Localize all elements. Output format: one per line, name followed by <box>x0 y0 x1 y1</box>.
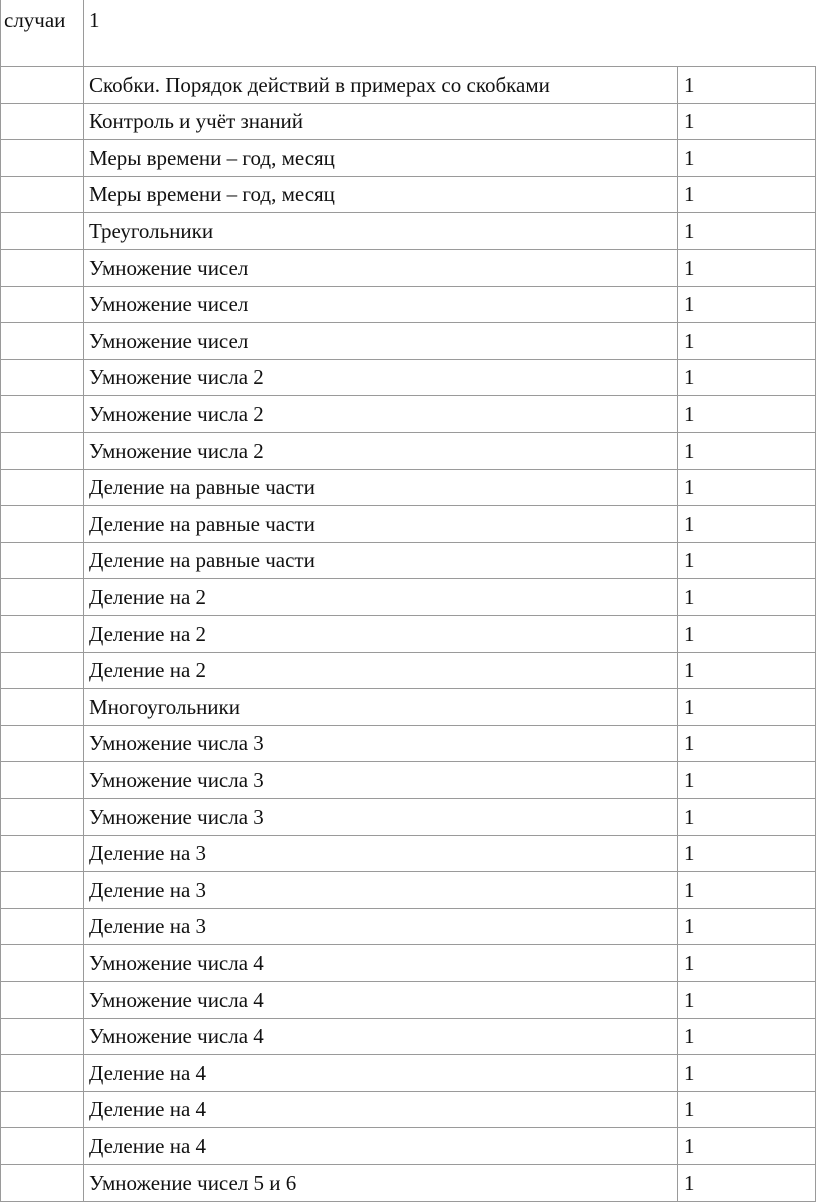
hours-cell: 1 <box>684 292 695 316</box>
topic-cell: Умножение числа 4 <box>89 988 264 1012</box>
hours-cell: 1 <box>684 878 695 902</box>
hours-cell: 1 <box>684 731 695 755</box>
topic-cell: Многоугольники <box>89 695 240 719</box>
hours-cell: 1 <box>684 512 695 536</box>
topic-cell: Деление на 3 <box>89 878 207 902</box>
hours-cell: 1 <box>684 219 695 243</box>
hours-cell: 1 <box>684 109 695 133</box>
topic-cell: Умножение числа 4 <box>89 1024 264 1048</box>
topic-cell: Умножение числа 3 <box>89 768 264 792</box>
topic-cell: Умножение чисел <box>89 329 249 353</box>
topic-cell: Умножение числа 2 <box>89 439 264 463</box>
top-row-label: случаи <box>4 8 66 32</box>
hours-cell: 1 <box>684 658 695 682</box>
topic-cell: Меры времени – год, месяц <box>89 146 335 170</box>
hours-cell: 1 <box>684 988 695 1012</box>
hours-cell: 1 <box>684 1061 695 1085</box>
top-row-value: 1 <box>89 8 100 32</box>
hours-cell: 1 <box>684 439 695 463</box>
topic-cell: Умножение чисел <box>89 292 249 316</box>
hours-cell: 1 <box>684 1134 695 1158</box>
grid-vline-2 <box>677 66 678 1201</box>
hours-cell: 1 <box>684 1097 695 1121</box>
hours-cell: 1 <box>684 951 695 975</box>
hours-cell: 1 <box>684 256 695 280</box>
hours-cell: 1 <box>684 841 695 865</box>
topic-cell: Умножение числа 2 <box>89 365 264 389</box>
hours-cell: 1 <box>684 622 695 646</box>
topic-cell: Меры времени – год, месяц <box>89 182 335 206</box>
topic-cell: Скобки. Порядок действий в примерах со скобками <box>89 73 550 97</box>
topic-cell: Деление на 2 <box>89 658 207 682</box>
hours-cell: 1 <box>684 1024 695 1048</box>
topic-cell: Умножение числа 3 <box>89 805 264 829</box>
topic-cell: Умножение чисел <box>89 256 249 280</box>
hours-cell: 1 <box>684 548 695 572</box>
grid-vline-1 <box>83 0 84 1201</box>
topic-cell: Деление на 2 <box>89 622 207 646</box>
hours-cell: 1 <box>684 475 695 499</box>
hours-cell: 1 <box>684 914 695 938</box>
hours-cell: 1 <box>684 146 695 170</box>
topic-cell: Деление на равные части <box>89 475 315 499</box>
topic-cell: Деление на 2 <box>89 585 207 609</box>
topic-cell: Контроль и учёт знаний <box>89 109 304 133</box>
topic-cell: Деление на равные части <box>89 512 315 536</box>
topic-cell: Деление на равные части <box>89 548 315 572</box>
hours-cell: 1 <box>684 768 695 792</box>
hours-cell: 1 <box>684 73 695 97</box>
topic-cell: Деление на 4 <box>89 1061 207 1085</box>
topic-cell: Деление на 3 <box>89 841 207 865</box>
topic-cell: Треугольники <box>89 219 214 243</box>
topic-cell: Умножение числа 2 <box>89 402 264 426</box>
topic-cell: Деление на 4 <box>89 1134 207 1158</box>
hours-cell: 1 <box>684 805 695 829</box>
hours-cell: 1 <box>684 695 695 719</box>
hours-cell: 1 <box>684 365 695 389</box>
topic-cell: Умножение чисел 5 и 6 <box>89 1171 297 1195</box>
hours-cell: 1 <box>684 585 695 609</box>
topic-cell: Умножение числа 4 <box>89 951 264 975</box>
hours-cell: 1 <box>684 182 695 206</box>
topic-cell: Умножение числа 3 <box>89 731 264 755</box>
hours-cell: 1 <box>684 402 695 426</box>
topic-cell: Деление на 4 <box>89 1097 207 1121</box>
grid-vline-left <box>0 0 1 1201</box>
hours-cell: 1 <box>684 329 695 353</box>
hours-cell: 1 <box>684 1171 695 1195</box>
topic-cell: Деление на 3 <box>89 914 207 938</box>
